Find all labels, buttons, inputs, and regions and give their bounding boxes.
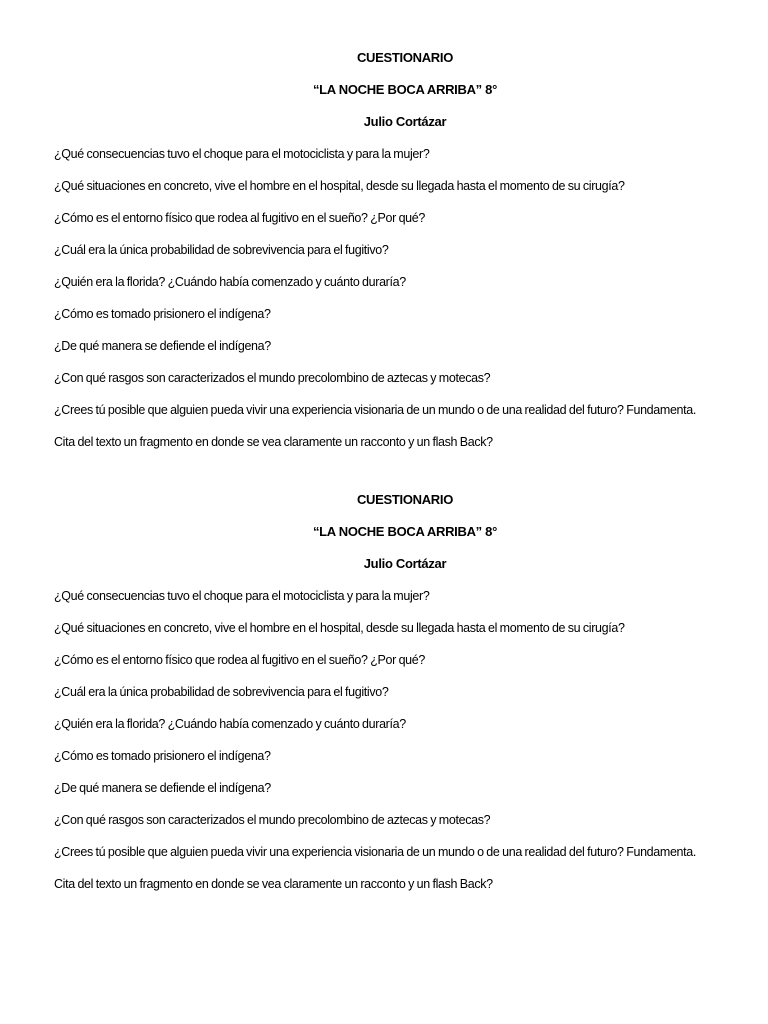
- question-item: ¿Qué consecuencias tuvo el choque para el motociclista y para la mujer?: [54, 589, 430, 603]
- questionnaire-title: CUESTIONARIO: [356, 492, 454, 507]
- question-item: ¿Cómo es el entorno físico que rodea al fugitivo en el sueño? ¿Por qué?: [54, 211, 425, 225]
- questionnaire-heading: [54, 492, 754, 571]
- question-list: [54, 129, 754, 449]
- question-list: [54, 571, 754, 891]
- question-item: ¿Cuál era la única probabilidad de sobrevivencia para el fugitivo?: [54, 685, 389, 699]
- question-item: ¿Con qué rasgos son caracterizados el mundo precolombino de aztecas y motecas?: [54, 371, 491, 385]
- questionnaire-heading: [54, 50, 754, 129]
- question-item: ¿Quién era la florida? ¿Cuándo había comenzado y cuánto duraría?: [54, 275, 406, 289]
- questionnaire-title: CUESTIONARIO: [356, 50, 454, 65]
- question-item: ¿Qué situaciones en concreto, vive el hombre en el hospital, desde su llegada hasta el momento de su cirugía?: [54, 621, 625, 635]
- question-item: Cita del texto un fragmento en donde se vea claramente un racconto y un flash Back?: [54, 877, 493, 891]
- author-name: Julio Cortázar: [363, 556, 447, 571]
- question-item: ¿Cómo es tomado prisionero el indígena?: [54, 749, 271, 763]
- question-item: ¿Qué consecuencias tuvo el choque para el motociclista y para la mujer?: [54, 147, 430, 161]
- question-item: ¿Crees tú posible que alguien pueda vivir una experiencia visionaria de un mundo o de una realidad del futuro? Fundamenta.: [54, 403, 697, 417]
- question-item: ¿Cómo es tomado prisionero el indígena?: [54, 307, 271, 321]
- question-item: ¿De qué manera se defiende el indígena?: [54, 339, 271, 353]
- story-title: “LA NOCHE BOCA ARRIBA” 8°: [312, 82, 498, 97]
- question-item: ¿Con qué rasgos son caracterizados el mundo precolombino de aztecas y motecas?: [54, 813, 491, 827]
- question-item: ¿Cuál era la única probabilidad de sobrevivencia para el fugitivo?: [54, 243, 389, 257]
- questionnaire-block-1: [54, 50, 754, 449]
- story-title: “LA NOCHE BOCA ARRIBA” 8°: [312, 524, 498, 539]
- question-item: ¿Qué situaciones en concreto, vive el hombre en el hospital, desde su llegada hasta el momento de su cirugía?: [54, 179, 625, 193]
- author-name: Julio Cortázar: [363, 114, 447, 129]
- question-item: ¿Cómo es el entorno físico que rodea al fugitivo en el sueño? ¿Por qué?: [54, 653, 425, 667]
- question-item: ¿Crees tú posible que alguien pueda vivir una experiencia visionaria de un mundo o de una realidad del futuro? Fundamenta.: [54, 845, 697, 859]
- question-item: ¿Quién era la florida? ¿Cuándo había comenzado y cuánto duraría?: [54, 717, 406, 731]
- questionnaire-block-2: [54, 492, 754, 891]
- question-item: ¿De qué manera se defiende el indígena?: [54, 781, 271, 795]
- question-item: Cita del texto un fragmento en donde se vea claramente un racconto y un flash Back?: [54, 435, 493, 449]
